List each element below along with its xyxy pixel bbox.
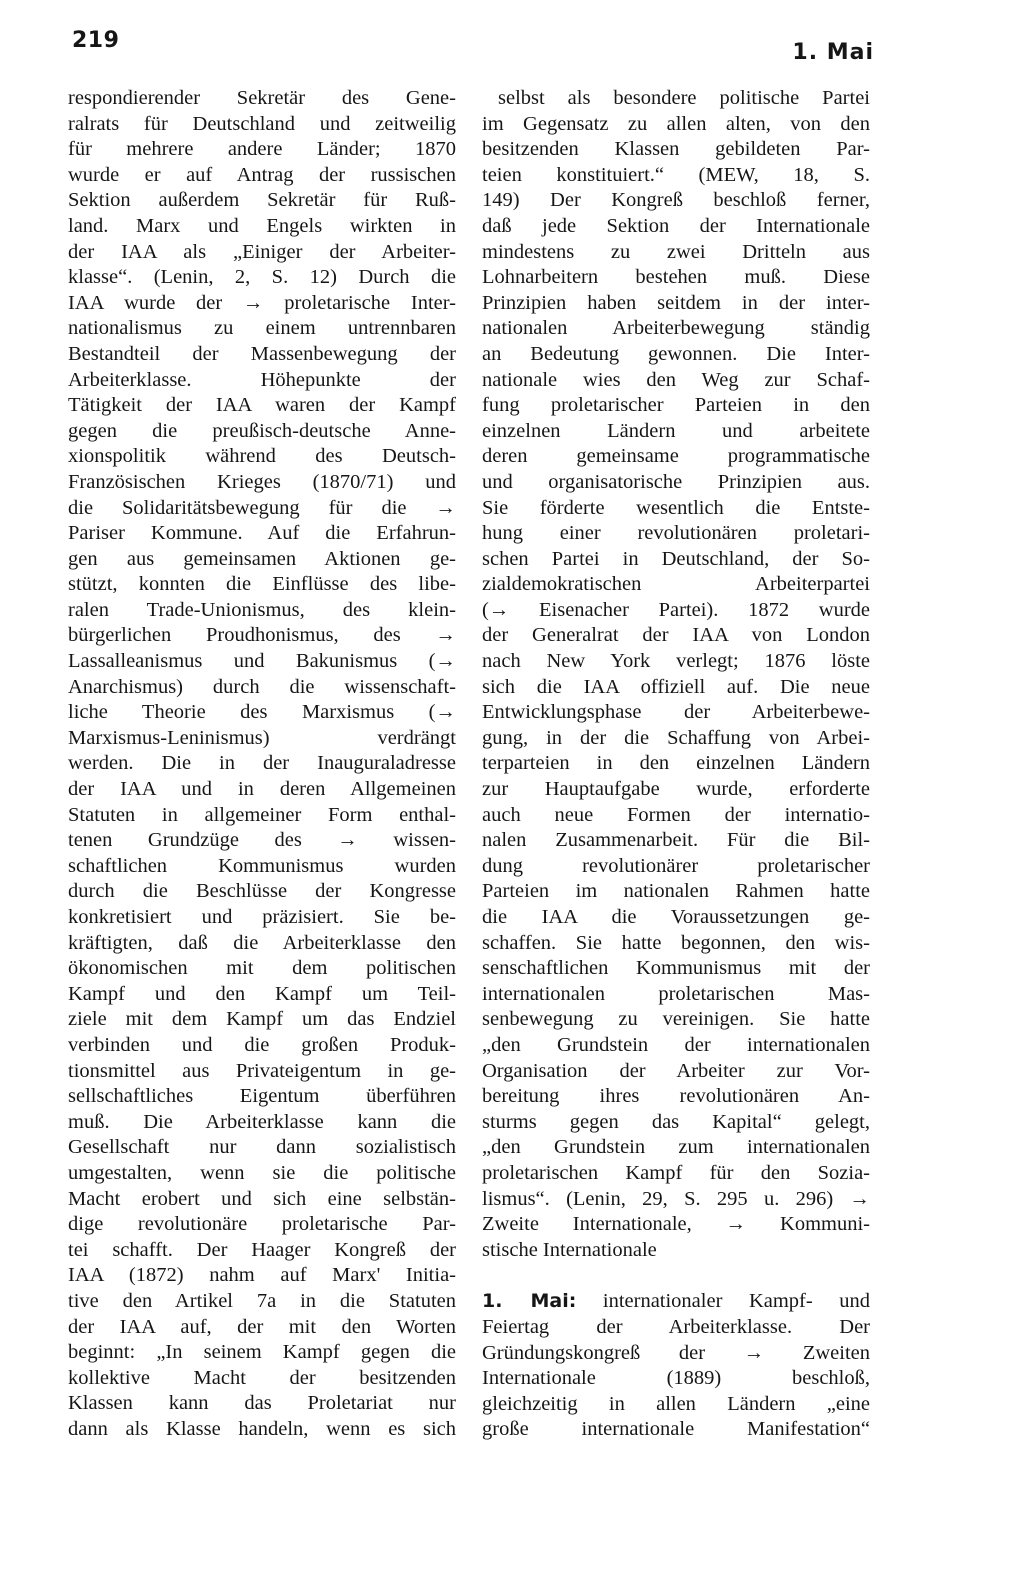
text-line: nationalismus zu einem untrennbaren bbox=[68, 317, 456, 340]
text-line: im Gegensatz zu allen alten, von den bbox=[482, 112, 870, 135]
text-line: der IAA und in deren Allgemeinen bbox=[68, 778, 456, 801]
page-number: 219 bbox=[72, 28, 120, 53]
text-line: proletarischen Kampf für den Sozia- bbox=[482, 1161, 870, 1184]
entry-text: internationaler Kampf- und bbox=[576, 1290, 870, 1313]
entry-spacer bbox=[482, 1263, 870, 1289]
text-line: terparteien in den einzelnen Ländern bbox=[482, 752, 870, 775]
text-line: Klassen kann das Proletariat nur bbox=[68, 1392, 456, 1415]
text-line: hung einer revolutionären proletari- bbox=[482, 522, 870, 545]
text-line: Sektion außerdem Sekretär für Ruß- bbox=[68, 189, 456, 212]
text-line: an Bedeutung gewonnen. Die Inter- bbox=[482, 342, 870, 365]
text-line: der IAA als „Einiger der Arbeiter- bbox=[68, 240, 456, 263]
text-line: selbst als besondere politische Partei bbox=[498, 87, 870, 109]
text-line: tenen Grundzüge des → wissen- bbox=[68, 829, 456, 852]
text-line: sturms gegen das Kapital“ gelegt, bbox=[482, 1110, 870, 1133]
text-line: gleichzeitig in allen Ländern „eine bbox=[482, 1392, 870, 1415]
text-line: Internationale (1889) beschloß, bbox=[482, 1367, 870, 1390]
text-line: Macht erobert und sich eine selbstän- bbox=[68, 1187, 456, 1210]
text-line: auch neue Formen der internatio- bbox=[482, 803, 870, 826]
text-line: muß. Die Arbeiterklasse kann die bbox=[68, 1110, 456, 1133]
text-line: xionspolitik während des Deutsch- bbox=[68, 445, 456, 468]
text-line: Französischen Krieges (1870/71) und bbox=[68, 470, 456, 493]
right-column bbox=[482, 86, 870, 1443]
text-line: wurde er auf Antrag der russischen bbox=[68, 163, 456, 186]
text-line: besitzenden Klassen gebildeten Par- bbox=[482, 138, 870, 161]
text-line: kollektive Macht der besitzenden bbox=[68, 1366, 456, 1389]
text-line: gung, in der die Schaffung von Arbei- bbox=[482, 726, 870, 749]
text-line: Organisation der Arbeiter zur Vor- bbox=[482, 1059, 870, 1082]
text-line: die Solidaritätsbewegung für die → bbox=[68, 496, 456, 519]
text-line: respondierender Sekretär des Gene- bbox=[68, 87, 456, 109]
text-line: Prinzipien haben seitdem in der inter- bbox=[482, 291, 870, 314]
text-line: „den Grundstein zum internationalen bbox=[482, 1136, 870, 1159]
text-line: Tätigkeit der IAA waren der Kampf bbox=[68, 394, 456, 417]
text-line: für mehrere andere Länder; 1870 bbox=[68, 138, 456, 161]
text-line: kräftigten, daß die Arbeiterklasse den bbox=[68, 931, 456, 954]
text-line: stische Internationale bbox=[482, 1238, 657, 1261]
text-line: bereitung ihres revolutionären An- bbox=[482, 1085, 870, 1108]
left-column bbox=[68, 86, 456, 1442]
text-line: tionsmittel aus Privateigentum in ge- bbox=[68, 1059, 456, 1082]
text-line: Parteien im nationalen Rahmen hatte bbox=[482, 880, 870, 903]
text-line: Lassalleanismus und Bakunismus (→ bbox=[68, 650, 456, 673]
text-line: daß jede Sektion der Internationale bbox=[482, 214, 870, 237]
text-line: ralen Trade-Unionismus, des klein- bbox=[68, 598, 456, 621]
text-line: teien konstituiert.“ (MEW, 18, S. bbox=[482, 163, 870, 186]
text-line: konkretisiert und präzisiert. Sie be- bbox=[68, 906, 456, 928]
text-line: senbewegung zu vereinigen. Sie hatte bbox=[482, 1008, 870, 1031]
text-line: stützt, konnten die Einflüsse des libe- bbox=[68, 573, 456, 596]
text-line: liche Theorie des Marxismus (→ bbox=[68, 701, 456, 724]
text-line: tive den Artikel 7a in die Statuten bbox=[68, 1289, 456, 1312]
text-line: werden. Die in der Inauguraladresse bbox=[68, 752, 456, 775]
text-line: „den Grundstein der internationalen bbox=[482, 1033, 870, 1056]
text-line: lismus“. (Lenin, 29, S. 295 u. 296) → bbox=[482, 1187, 870, 1210]
text-line: Gründungskongreß der → Zweiten bbox=[482, 1341, 870, 1364]
text-line: (→ Eisenacher Partei). 1872 wurde bbox=[482, 598, 870, 621]
text-line: mindestens zu zwei Dritteln aus bbox=[482, 240, 870, 263]
text-line: schen Partei in Deutschland, der So- bbox=[482, 547, 870, 570]
text-line: internationalen proletarischen Mas- bbox=[482, 982, 870, 1005]
text-line: Entwicklungsphase der Arbeiterbewe- bbox=[482, 701, 870, 724]
text-line: deren gemeinsame programmatische bbox=[482, 445, 870, 468]
text-line: verbinden und die großen Produk- bbox=[68, 1033, 456, 1056]
text-line: dann als Klasse handeln, wenn es sich bbox=[68, 1417, 456, 1440]
text-line: Gesellschaft nur dann sozialistisch bbox=[68, 1136, 456, 1159]
text-line: Marxismus-Leninismus) verdrängt bbox=[68, 726, 456, 749]
text-line: IAA wurde der → proletarische Inter- bbox=[68, 291, 456, 314]
text-line: Zweite Internationale, → Kommuni- bbox=[482, 1213, 870, 1236]
text-line: ökonomischen mit dem politischen bbox=[68, 957, 456, 980]
text-line: nach New York verlegt; 1876 löste bbox=[482, 650, 870, 673]
text-line: senschaftlichen Kommunismus mit der bbox=[482, 957, 870, 980]
text-line: dige revolutionäre proletarische Par- bbox=[68, 1213, 456, 1236]
text-line: umgestalten, wenn sie die politische bbox=[68, 1161, 456, 1184]
text-line: durch die Beschlüsse der Kongresse bbox=[68, 880, 456, 903]
text-line: Kampf und den Kampf um Teil- bbox=[68, 982, 456, 1005]
entry-keyword: 1. Mai: bbox=[482, 1290, 577, 1313]
text-line: die IAA die Voraussetzungen ge- bbox=[482, 906, 870, 928]
text-line: gen aus gemeinsamen Aktionen ge- bbox=[68, 547, 456, 570]
text-line: beginnt: „In seinem Kampf gegen die bbox=[68, 1341, 456, 1364]
text-line: einzelnen Ländern und arbeitete bbox=[482, 419, 870, 442]
text-line: fung proletarischer Parteien in den bbox=[482, 394, 870, 417]
entry-first-line bbox=[482, 1289, 870, 1315]
text-line: nalen Zusammenarbeit. Für die Bil- bbox=[482, 829, 870, 852]
text-line: und organisatorische Prinzipien aus. bbox=[482, 470, 870, 493]
text-line: große internationale Manifestation“ bbox=[482, 1418, 870, 1441]
text-line: sellschaftliches Eigentum überführen bbox=[68, 1085, 456, 1108]
text-line: Arbeiterklasse. Höhepunkte der bbox=[68, 368, 456, 391]
text-line: Pariser Kommune. Auf die Erfahrun- bbox=[68, 522, 456, 545]
text-line: Anarchismus) durch die wissenschaft- bbox=[68, 675, 456, 698]
text-line: der IAA auf, der mit den Worten bbox=[68, 1315, 456, 1338]
text-line: tei schafft. Der Haager Kongreß der bbox=[68, 1238, 456, 1261]
text-line: sich die IAA offiziell auf. Die neue bbox=[482, 675, 870, 698]
text-line: land. Marx und Engels wirkten in bbox=[68, 214, 456, 237]
text-line: bürgerlichen Proudhonismus, des → bbox=[68, 624, 456, 647]
text-line: Feiertag der Arbeiterklasse. Der bbox=[482, 1315, 870, 1338]
text-line: klasse“. (Lenin, 2, S. 12) Durch die bbox=[68, 266, 456, 289]
text-line: nationalen Arbeiterbewegung ständig bbox=[482, 317, 870, 340]
text-line: 149) Der Kongreß beschloß ferner, bbox=[482, 189, 870, 212]
text-line: Bestandteil der Massenbewegung der bbox=[68, 342, 456, 365]
text-line: gegen die preußisch-deutsche Anne- bbox=[68, 419, 456, 442]
text-line: schaffen. Sie hatte begonnen, den wis- bbox=[482, 931, 870, 954]
text-line: Lohnarbeitern bestehen muß. Diese bbox=[482, 266, 870, 289]
text-line: ralrats für Deutschland und zeitweilig bbox=[68, 112, 456, 135]
text-line: ziele mit dem Kampf um das Endziel bbox=[68, 1008, 456, 1031]
text-line: schaftlichen Kommunismus wurden bbox=[68, 854, 456, 877]
running-head: 1. Mai bbox=[792, 40, 874, 65]
text-line: Sie förderte wesentlich die Entste- bbox=[482, 496, 870, 519]
text-line: zialdemokratischen Arbeiterpartei bbox=[482, 573, 870, 596]
text-line: zur Hauptaufgabe wurde, erforderte bbox=[482, 778, 870, 801]
text-line: IAA (1872) nahm auf Marx' Initia- bbox=[68, 1264, 456, 1287]
text-line: nationale wies den Weg zur Schaf- bbox=[482, 368, 870, 391]
text-line: Statuten in allgemeiner Form enthal- bbox=[68, 803, 456, 826]
text-line: dung revolutionärer proletarischer bbox=[482, 854, 870, 877]
text-line: der Generalrat der IAA von London bbox=[482, 624, 870, 647]
